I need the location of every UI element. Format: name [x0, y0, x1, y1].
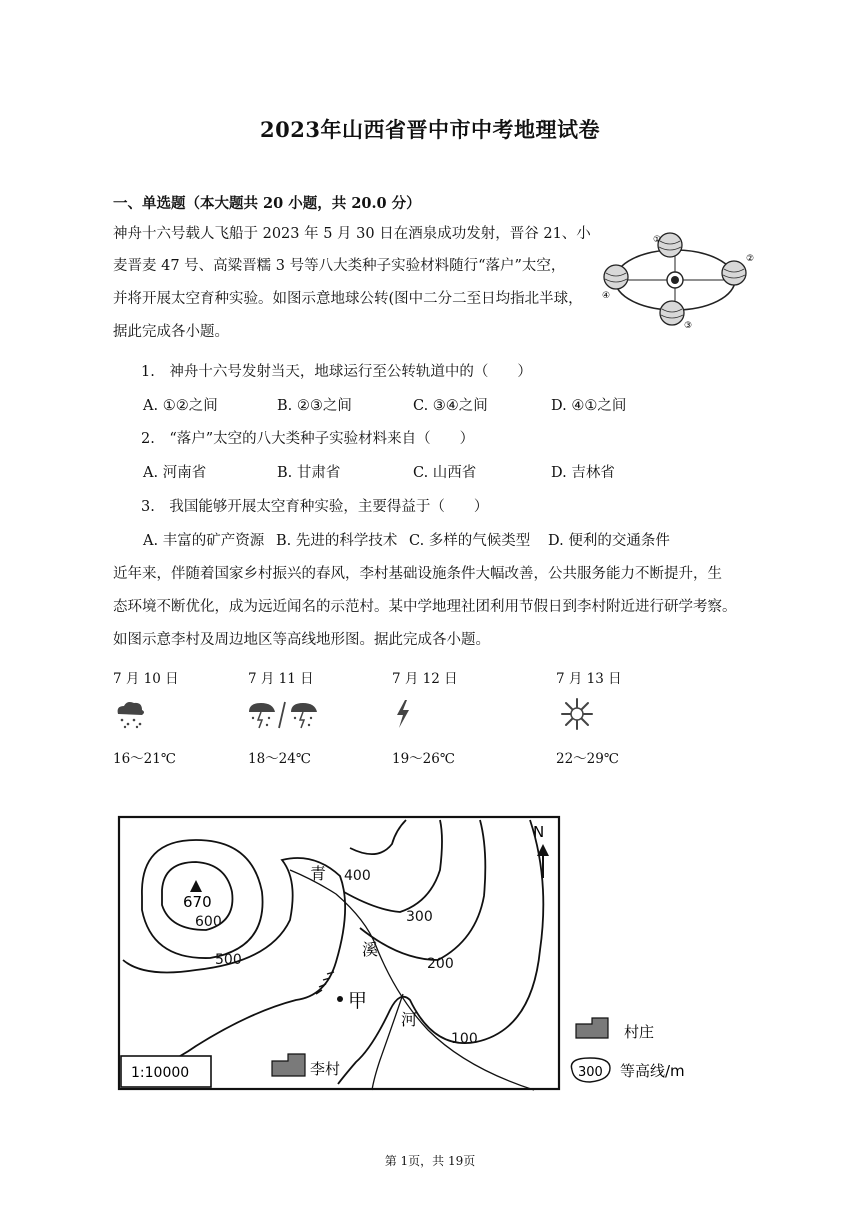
- contour-line-200: [360, 820, 485, 960]
- option-d[interactable]: D. ④①之间: [551, 398, 627, 414]
- orbit-label: ②: [746, 254, 755, 264]
- lightning-icon: [392, 698, 414, 730]
- village-label: 李村: [310, 1060, 341, 1078]
- legend-contour-sample: 300: [578, 1065, 603, 1080]
- village-icon: [272, 1054, 305, 1076]
- question-stem: 3. 我国能够开展太空育种实验，主要得益于（ ）: [141, 499, 489, 515]
- weather-date: 7 月 10 日: [113, 671, 179, 687]
- weather-temp: 19～26℃: [392, 751, 455, 767]
- legend-village-icon: [576, 1018, 608, 1038]
- passage-line: 态环境不断优化，成为远近闻名的示范村。某中学地理社团利用节假日到李村附近进行研学考察。: [113, 599, 737, 615]
- peak-elevation: 670: [183, 893, 212, 911]
- option-a[interactable]: A. 丰富的矿产资源: [143, 533, 265, 549]
- orbit-label: ③: [684, 321, 693, 331]
- passage-line: 麦晋麦 47 号、高粱晋糯 3 号等八大类种子实验材料随行“落户”太空，: [113, 258, 566, 274]
- weather-date: 7 月 13 日: [556, 671, 622, 687]
- rain-snow-icon: [112, 698, 148, 730]
- option-c[interactable]: C. 多样的气候类型: [409, 533, 531, 549]
- weather-temp: 22～29℃: [556, 751, 619, 767]
- weather-date: 7 月 12 日: [392, 671, 458, 687]
- earth-globe: [658, 233, 682, 257]
- river-char: 河: [401, 1010, 418, 1029]
- point-label: 甲: [348, 990, 368, 1012]
- option-b[interactable]: B. 先进的科学技术: [276, 533, 398, 549]
- question-stem: 2. “落户”太空的八大类种子实验材料来自（ ）: [141, 431, 475, 447]
- contour-line-400-north: [350, 820, 406, 854]
- question-stem: 1. 神舟十六号发射当天，地球运行至公转轨道中的（ ）: [141, 364, 532, 380]
- option-b[interactable]: B. ②③之间: [277, 398, 352, 414]
- option-a[interactable]: A. 河南省: [143, 465, 207, 481]
- contour-value: 100: [451, 1031, 478, 1047]
- legend-contour-label: 等高线/m: [620, 1062, 685, 1080]
- orbit-label: ④: [602, 291, 611, 301]
- map-scale: 1:10000: [131, 1065, 190, 1081]
- river-branch: [372, 994, 403, 1090]
- passage-line: 神舟十六号载人飞船于 2023 年 5 月 30 日在酒泉成功发射，晋谷 21、小: [113, 226, 591, 242]
- river-line: [290, 870, 534, 1090]
- thunder-shower-icon: [247, 698, 323, 732]
- passage-line: 并将开展太空育种实验。如图示意地球公转(图中二分二至日均指北半球，: [113, 291, 583, 307]
- legend-village-label: 村庄: [624, 1023, 655, 1041]
- contour-value: 500: [215, 952, 242, 968]
- option-d[interactable]: D. 吉林省: [551, 465, 615, 481]
- contour-map: [100, 800, 720, 1110]
- point-dot: [337, 996, 343, 1002]
- passage-line: 据此完成各小题。: [113, 324, 229, 340]
- passage-line: 近年来，伴随着国家乡村振兴的春风，李村基础设施条件大幅改善，公共服务能力不断提升，生: [113, 566, 722, 582]
- earth-orbit-figure: [600, 225, 760, 335]
- contour-value: 400: [344, 868, 371, 884]
- section-heading: 一、单选题（本大题共 20 小题，共 20.0 分）: [113, 195, 421, 212]
- passage-line: 如图示意李村及周边地区等高线地形图。据此完成各小题。: [113, 632, 490, 648]
- option-d[interactable]: D. 便利的交通条件: [548, 533, 670, 549]
- earth-globe: [722, 261, 746, 285]
- peak-triangle-icon: [190, 880, 202, 892]
- earth-globe: [660, 301, 684, 325]
- earth-globe: [604, 265, 628, 289]
- river-char: 溪: [362, 940, 379, 959]
- north-label: N: [533, 823, 545, 841]
- page-footer: 第 1页，共 19页: [384, 1154, 476, 1168]
- option-b[interactable]: B. 甘肃省: [277, 465, 341, 481]
- river-char: 青: [310, 864, 327, 883]
- weather-temp: 16～21℃: [113, 751, 176, 767]
- page-title: 2023年山西省晋中市中考地理试卷: [260, 117, 600, 142]
- contour-value: 200: [427, 956, 454, 972]
- contour-value: 300: [406, 909, 433, 925]
- contour-value: 600: [195, 914, 222, 930]
- option-a[interactable]: A. ①②之间: [143, 398, 218, 414]
- weather-temp: 18～24℃: [248, 751, 311, 767]
- sunny-icon: [558, 696, 596, 732]
- option-c[interactable]: C. 山西省: [413, 465, 477, 481]
- option-c[interactable]: C. ③④之间: [413, 398, 488, 414]
- weather-date: 7 月 11 日: [248, 671, 314, 687]
- orbit-label: ①: [653, 235, 662, 245]
- contour-line-300: [344, 820, 442, 912]
